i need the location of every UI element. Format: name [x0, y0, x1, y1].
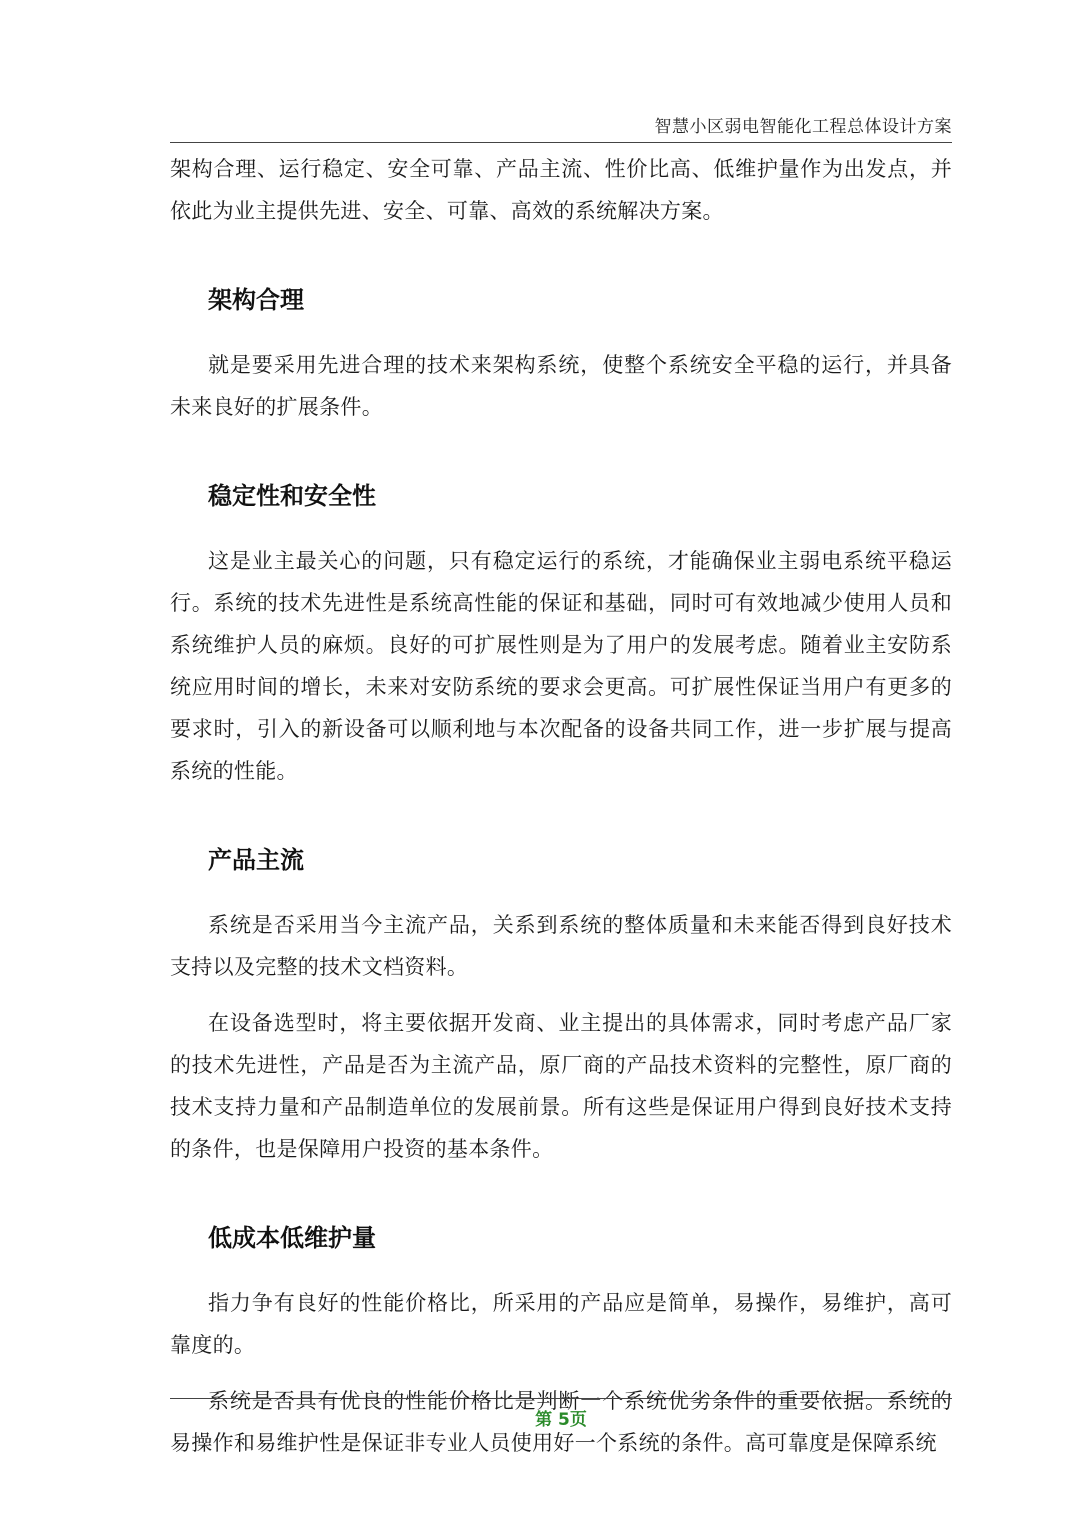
document-title: 智慧小区弱电智能化工程总体设计方案: [654, 117, 952, 137]
page-footer: [170, 1398, 952, 1430]
body-paragraph: 这是业主最关心的问题，只有稳定运行的系统，才能确保业主弱电系统平稳运行。系统的技术先进性是系统高性能的保证和基础，同时可有效地减少使用人员和系统维护人员的麻烦。良好的可扩展性则是为了用户的发展考虑。随着业主安防系统应用时间的增长，未来对安防系统的要求会更高。可扩展性保证当用户有更多的要求时，引入的新设备可以顺利地与本次配备的设备共同工作，进一步扩展与提高系统的性能。: [170, 549, 952, 783]
section-heading-low-cost-maintenance: 低成本低维护量: [208, 1224, 376, 1252]
section-heading-mainstream-products: 产品主流: [208, 846, 304, 874]
body-paragraph: 就是要采用先进合理的技术来架构系统，使整个系统安全平稳的运行，并具备未来良好的扩展条件。: [170, 353, 952, 419]
page-number: 第 5页: [535, 1410, 587, 1430]
page-header: [170, 112, 952, 143]
intro-paragraph: 架构合理、运行稳定、安全可靠、产品主流、性价比高、低维护量作为出发点，并依此为业主提供先进、安全、可靠、高效的系统解决方案。: [170, 157, 952, 223]
body-paragraph: 系统是否采用当今主流产品，关系到系统的整体质量和未来能否得到良好技术支持以及完整的技术文档资料。: [170, 913, 952, 979]
section-heading-architecture: 架构合理: [208, 286, 304, 314]
page-body: [170, 148, 952, 1464]
body-paragraph: 指力争有良好的性能价格比，所采用的产品应是简单，易操作，易维护，高可靠度的。: [170, 1291, 952, 1357]
section-heading-stability-security: 稳定性和安全性: [208, 482, 376, 510]
body-paragraph: 在设备选型时，将主要依据开发商、业主提出的具体需求，同时考虑产品厂家的技术先进性，产品是否为主流产品，原厂商的产品技术资料的完整性，原厂商的技术支持力量和产品制造单位的发展前景。所有这些是保证用户得到良好技术支持的条件，也是保障用户投资的基本条件。: [170, 1011, 952, 1161]
body-paragraph: 系统是否具有优良的性能价格比是判断一个系统优劣条件的重要依据。系统的易操作和易维护性是保证非专业人员使用好一个系统的条件。高可靠度是保障系统: [170, 1389, 952, 1455]
